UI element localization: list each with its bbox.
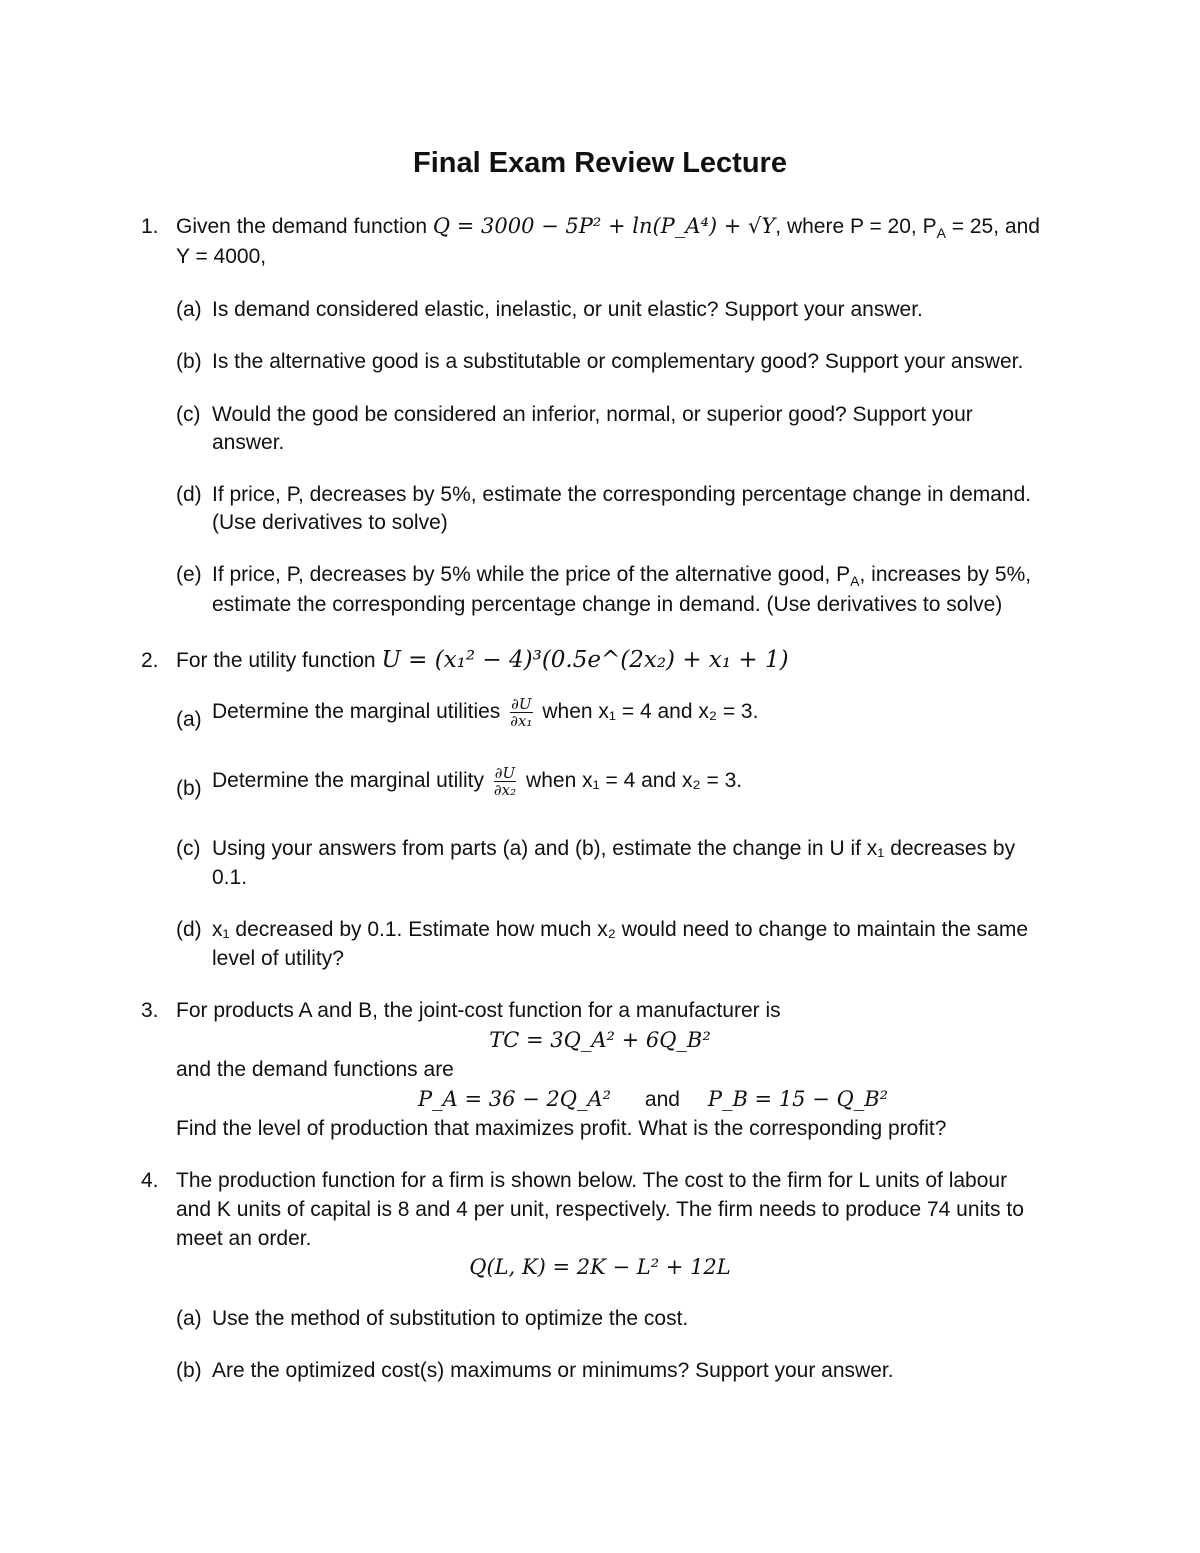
- q1-part-a-text: Is demand considered elastic, inelastic, or unit elastic? Support your answer.: [212, 298, 923, 321]
- q1-part-a-label: (a): [176, 298, 202, 321]
- q2-part-c-label: (c): [176, 837, 201, 860]
- question-2-number: 2.: [141, 649, 159, 672]
- q2-part-b-text: [212, 765, 742, 798]
- q2-part-a-pre: Determine the marginal utilities: [212, 700, 501, 724]
- q1-part-b-label: (b): [176, 350, 202, 373]
- question-3-line3: Find the level of production that maximizes profit. What is the corresponding profit?: [176, 1117, 947, 1140]
- demand-equations-row: [418, 1085, 888, 1114]
- q1-part-b-text: Is the alternative good is a substitutable or complementary good? Support your answer.: [212, 350, 1024, 373]
- demand-equation-a: P_A = 36 − 2Q_A²: [418, 1087, 612, 1111]
- demand-equation: Q = 3000 − 5P² + ln(P_A⁴) + √Y: [432, 214, 776, 238]
- q2-part-a-text: [212, 696, 758, 729]
- question-1-given: , where P = 20, P: [775, 215, 937, 238]
- production-function-equation: Q(L, K) = 2K − L² + 12L: [469, 1255, 731, 1279]
- question-3-line2: and the demand functions are: [176, 1058, 454, 1081]
- q2-part-b-pre: Determine the marginal utility: [212, 769, 484, 793]
- q1-part-e-label: (e): [176, 563, 202, 586]
- question-1-line1: [176, 212, 1040, 243]
- question-1-given-sub: A: [936, 225, 946, 241]
- joint-cost-equation: TC = 3Q_A² + 6Q_B²: [489, 1028, 711, 1052]
- q1-part-e-text-1b: , increases by 5%,: [859, 563, 1032, 586]
- partial-u-x2-fraction: [494, 765, 516, 798]
- q2-part-c-text-2: 0.1.: [212, 866, 248, 889]
- q2-part-d-text-1: x₁ decreased by 0.1. Estimate how much x₂ would need to change to maintain the same: [212, 918, 1029, 941]
- q1-part-c-text-1: Would the good be considered an inferior, normal, or superior good? Support your: [212, 403, 973, 426]
- utility-equation: U = (x₁² − 4)³(0.5e^(2x₂) + x₁ + 1): [381, 647, 789, 673]
- question-3-line1: For products A and B, the joint-cost function for a manufacturer is: [176, 999, 781, 1022]
- q2-part-d-text-2: level of utility?: [212, 947, 344, 970]
- frac-a-denominator: ∂x₁: [510, 712, 533, 730]
- question-3-number: 3.: [141, 999, 159, 1022]
- q4-part-a-label: (a): [176, 1307, 202, 1330]
- question-4-number: 4.: [141, 1169, 159, 1192]
- frac-a-numerator: ∂U: [511, 695, 532, 713]
- partial-u-x1-fraction: [510, 696, 532, 729]
- q1-part-e-sub: A: [850, 573, 860, 589]
- q4-part-b-label: (b): [176, 1359, 202, 1382]
- q2-part-a-label: (a): [176, 708, 202, 731]
- question-4-line1: The production function for a firm is shown below. The cost to the firm for L units of labour: [176, 1169, 1008, 1192]
- q1-part-d-label: (d): [176, 483, 202, 506]
- q1-part-c-label: (c): [176, 403, 201, 426]
- page-title: Final Exam Review Lecture: [413, 147, 787, 179]
- demand-equation-b: P_B = 15 − Q_B²: [707, 1087, 889, 1111]
- frac-b-denominator: ∂x₂: [493, 781, 517, 799]
- q4-part-b-text: Are the optimized cost(s) maximums or minimums? Support your answer.: [212, 1359, 894, 1382]
- q2-part-c-text-1: Using your answers from parts (a) and (b), estimate the change in U if x₁ decreases by: [212, 837, 1016, 860]
- and-connector: and: [644, 1088, 680, 1111]
- question-4-line3: meet an order.: [176, 1227, 312, 1250]
- q2-part-b-post: when x₁ = 4 and x₂ = 3.: [526, 769, 743, 793]
- q1-part-e-text-1a: If price, P, decreases by 5% while the price of the alternative good, P: [212, 563, 851, 586]
- q1-part-c-text-2: answer.: [212, 431, 285, 454]
- question-4-line2: and K units of capital is 8 and 4 per unit, respectively. The firm needs to produce 74 units to: [176, 1198, 1024, 1221]
- question-1-intro: Given the demand function: [176, 215, 427, 238]
- question-1-number: 1.: [141, 215, 159, 238]
- q2-part-a-post: when x₁ = 4 and x₂ = 3.: [542, 700, 759, 724]
- question-1-given-tail: = 25, and: [945, 215, 1040, 238]
- q1-part-d-text-2: (Use derivatives to solve): [212, 511, 448, 534]
- question-1-line2: Y = 4000,: [176, 245, 267, 268]
- question-2-intro: For the utility function: [176, 649, 376, 672]
- q1-part-e-text-2: estimate the corresponding percentage change in demand. (Use derivatives to solve): [212, 593, 1003, 616]
- q1-part-e-text-1: [212, 560, 1031, 591]
- q4-part-a-text: Use the method of substitution to optimize the cost.: [212, 1307, 689, 1330]
- question-2-line1: [176, 646, 789, 675]
- q2-part-b-label: (b): [176, 777, 202, 800]
- frac-b-numerator: ∂U: [494, 764, 516, 782]
- q1-part-d-text-1: If price, P, decreases by 5%, estimate the corresponding percentage change in demand.: [212, 483, 1032, 506]
- q2-part-d-label: (d): [176, 918, 202, 941]
